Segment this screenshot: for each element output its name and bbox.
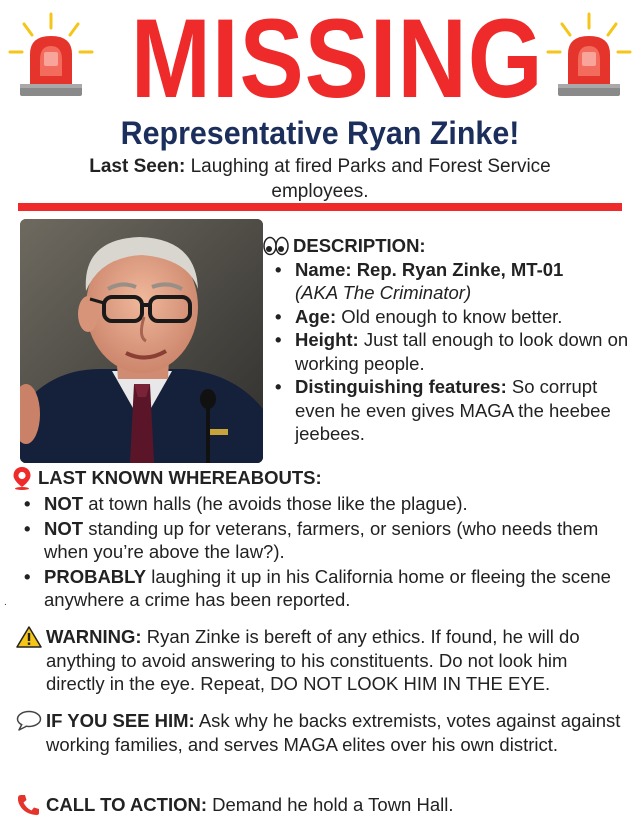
whereabouts-item-text: standing up for veterans, farmers, or seniors (who needs them when you’re above the law?).: [44, 517, 599, 562]
whereabouts-heading: LAST KNOWN WHEREABOUTS:: [38, 467, 322, 489]
last-seen-label: Last Seen:: [89, 156, 186, 177]
description-item-label: Name: Rep. Ryan Zinke, MT-01: [295, 258, 564, 280]
whereabouts-section: [12, 466, 628, 613]
description-item-label: Age:: [295, 305, 337, 327]
description-item-name: [273, 258, 633, 305]
phone-icon: [16, 794, 40, 816]
warning-icon: [16, 626, 42, 648]
description-item-age: [273, 305, 633, 329]
last-seen-text: Laughing at fired Parks and Forest Service employees.: [185, 156, 551, 202]
description-item-label: Distinguishing features:: [295, 376, 507, 397]
siren-icon: [544, 10, 634, 102]
description-item-features: [273, 375, 633, 446]
whereabouts-item: [22, 492, 628, 516]
headline: MISSING: [130, 0, 544, 121]
divider: [18, 203, 622, 211]
call-to-action-label: CALL TO ACTION:: [46, 794, 208, 815]
description-item-text: Just tall enough to look down on working people.: [295, 329, 629, 374]
description-item-height: [273, 328, 633, 375]
see-him-label: IF YOU SEE HIM:: [46, 710, 195, 731]
last-seen: [60, 154, 580, 204]
warning-section: [16, 625, 628, 696]
description-section: [263, 234, 633, 446]
whereabouts-item: [22, 517, 628, 564]
call-to-action-text: Demand he hold a Town Hall.: [207, 794, 454, 815]
warning-label: WARNING:: [46, 626, 142, 647]
description-item-text: Old enough to know better.: [336, 305, 563, 327]
warning-text: Ryan Zinke is bereft of any ethics. If found, he will do anything to avoid answering to his constituents. Do not look him directly in the eye. Repeat, DO NOT LOOK HIM IN THE EYE.: [46, 626, 580, 694]
description-item-text: So corrupt even he even gives MAGA the heebee jeebees.: [295, 376, 611, 444]
stray-mark: .: [4, 597, 7, 608]
see-him-text: Ask why he backs extremists, votes against against working families, and serves MAGA elites over his own district.: [46, 710, 621, 755]
whereabouts-item-label: NOT: [44, 517, 84, 539]
whereabouts-item-label: NOT: [44, 493, 84, 514]
whereabouts-item-label: PROBABLY: [44, 565, 147, 587]
subtitle: Representative Ryan Zinke!: [120, 115, 520, 151]
eyes-icon: [263, 236, 289, 256]
location-pin-icon: [12, 466, 32, 490]
see-him-section: [16, 709, 628, 756]
description-item-alias: (AKA The Criminator): [295, 282, 472, 303]
whereabouts-item-text: laughing it up in his California home or fleeing the scene anywhere a crime has been reported.: [44, 565, 611, 610]
whereabouts-item: [22, 565, 628, 612]
description-heading: DESCRIPTION:: [293, 235, 426, 256]
siren-icon: [6, 10, 96, 102]
whereabouts-item-text: at town halls (he avoids those like the plague).: [83, 493, 468, 514]
description-item-label: Height:: [295, 329, 359, 350]
portrait-photo: [20, 219, 263, 463]
call-to-action-section: [16, 793, 628, 817]
speech-bubble-icon: [16, 710, 42, 732]
